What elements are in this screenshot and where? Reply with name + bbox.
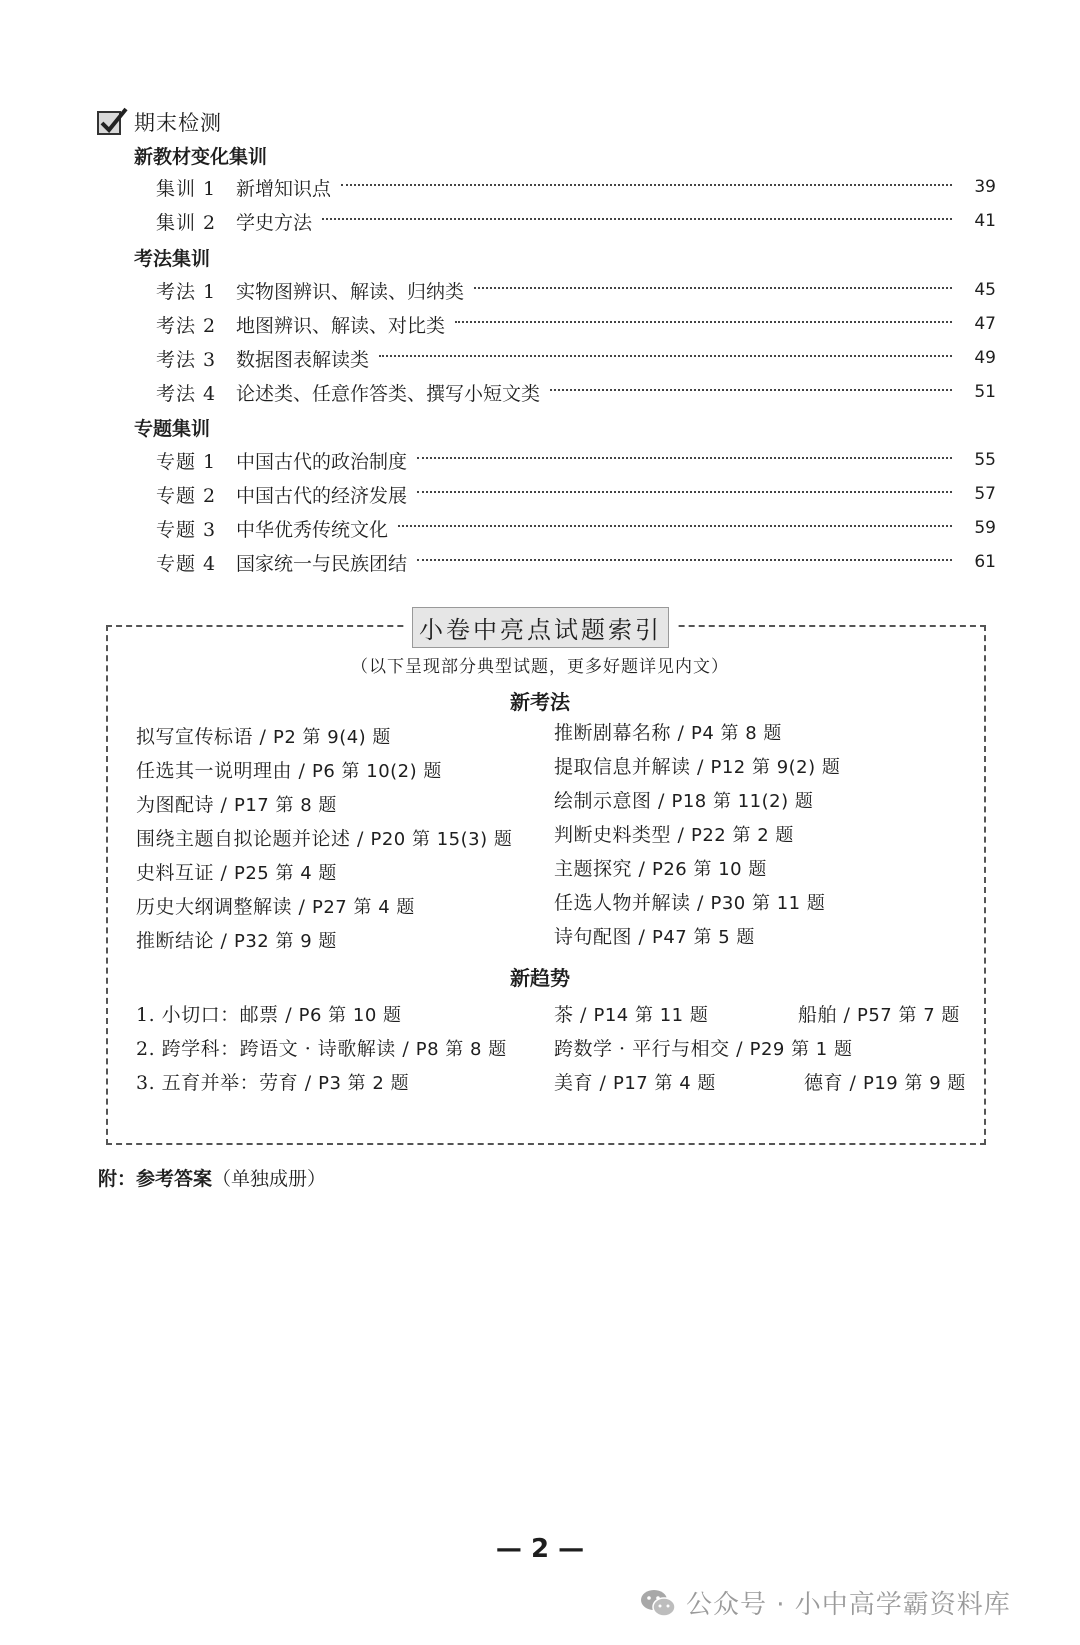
toc-row[interactable] [156,479,996,509]
toc-title: 中华优秀传统文化 [236,518,389,541]
highlights-title-wrap [404,607,677,647]
section-header [96,104,222,140]
group-title-3: 专题集训 [134,418,211,440]
list-item: 拟写宣传标语 / P2 第 9(4) 题 [136,726,391,748]
toc-leader-dots [417,559,952,561]
list-item: 任选其一说明理由 / P6 第 10(2) 题 [136,760,442,782]
toc-label: 考法 3 [156,348,217,371]
toc-leader-dots [341,184,952,186]
toc-page: 57 [974,484,996,504]
list-item: 提取信息并解读 / P12 第 9(2) 题 [554,756,841,778]
toc-row[interactable] [156,377,996,407]
checkbox-checked-icon [96,106,128,138]
toc-page: 45 [974,280,996,300]
list-item: 围绕主题自拟论题并论述 / P20 第 15(3) 题 [136,828,513,850]
list-item: 3. 五育并举：劳育 / P3 第 2 题 [136,1072,410,1094]
toc-page: 47 [974,314,996,334]
toc-leader-dots [417,491,952,493]
list-item: 德育 / P19 第 9 题 [804,1072,966,1094]
toc-page: 59 [974,518,996,538]
list-item: 船舶 / P57 第 7 题 [798,1004,960,1026]
toc-row[interactable] [156,172,996,202]
toc-page: 49 [974,348,996,368]
watermark-text: 公众号 · 小中高学霸资料库 [686,1590,1011,1620]
toc-leader-dots [398,525,952,527]
page-number: — 2 — [495,1534,585,1564]
toc-label: 专题 2 [156,484,217,507]
toc-label: 考法 1 [156,280,217,303]
list-item: 茶 / P14 第 11 题 [554,1004,709,1026]
group-title-2: 考法集训 [134,248,211,270]
toc-title: 中国古代的经济发展 [236,484,408,507]
toc-title: 论述类、任意作答类、撰写小短文类 [236,382,541,405]
toc-label: 集训 2 [156,211,217,234]
toc-label: 考法 2 [156,314,217,337]
toc-row[interactable] [156,513,996,543]
toc-page: 55 [974,450,996,470]
toc-page: 61 [974,552,996,572]
list-item: 推断结论 / P32 第 9 题 [136,930,337,952]
toc-title: 实物图辨识、解读、归纳类 [236,280,465,303]
toc-title: 数据图表解读类 [236,348,370,371]
toc-label: 考法 4 [156,382,217,405]
highlights-note: （以下呈现部分典型试题，更多好题详见内文） [351,657,729,677]
toc-label: 集训 1 [156,177,217,200]
list-item: 跨数学 · 平行与相交 / P29 第 1 题 [554,1038,853,1060]
list-item: 推断剧幕名称 / P4 第 8 题 [554,722,782,744]
list-item: 诗句配图 / P47 第 5 题 [554,926,755,948]
list-item: 任选人物并解读 / P30 第 11 题 [554,892,826,914]
new-methods-title: 新考法 [510,690,570,714]
toc-leader-dots [474,287,952,289]
toc-title: 学史方法 [236,211,313,234]
toc-title: 地图辨识、解读、对比类 [236,314,446,337]
toc-leader-dots [379,355,952,357]
list-item: 历史大纲调整解读 / P27 第 4 题 [136,896,415,918]
toc-label: 专题 3 [156,518,217,541]
toc-label: 专题 1 [156,450,217,473]
toc-row[interactable] [156,275,996,305]
toc-row[interactable] [156,309,996,339]
list-item: 判断史料类型 / P22 第 2 题 [554,824,794,846]
toc-page: 39 [974,177,996,197]
toc-row[interactable] [156,343,996,373]
list-item: 美育 / P17 第 4 题 [554,1072,716,1094]
list-item: 2. 跨学科：跨语文 · 诗歌解读 / P8 第 8 题 [136,1038,507,1060]
watermark [640,1584,1011,1621]
toc-leader-dots [417,457,952,459]
list-item: 主题探究 / P26 第 10 题 [554,858,767,880]
appendix-note [98,1164,326,1191]
highlights-title: 小卷中亮点试题索引 [412,607,669,648]
list-item: 绘制示意图 / P18 第 11(2) 题 [554,790,814,812]
appendix-label: 附：参考答案 [98,1168,213,1190]
toc-label: 专题 4 [156,552,217,575]
toc-title: 新增知识点 [236,177,332,200]
toc-title: 中国古代的政治制度 [236,450,408,473]
group-title-1: 新教材变化集训 [134,146,268,168]
toc-row[interactable] [156,445,996,475]
toc-leader-dots [322,218,952,220]
toc-row[interactable] [156,547,996,577]
toc-title: 国家统一与民族团结 [236,552,408,575]
toc-row[interactable] [156,206,996,236]
list-item: 为图配诗 / P17 第 8 题 [136,794,337,816]
wechat-icon [640,1588,676,1618]
toc-page: 51 [974,382,996,402]
section-title: 期末检测 [134,111,222,135]
toc-leader-dots [550,389,952,391]
appendix-suffix: （单独成册） [212,1168,327,1190]
toc-page: 41 [974,211,996,231]
list-item: 史料互证 / P25 第 4 题 [136,862,337,884]
new-trends-title: 新趋势 [510,966,570,990]
toc-leader-dots [455,321,952,323]
list-item: 1. 小切口：邮票 / P6 第 10 题 [136,1004,402,1026]
